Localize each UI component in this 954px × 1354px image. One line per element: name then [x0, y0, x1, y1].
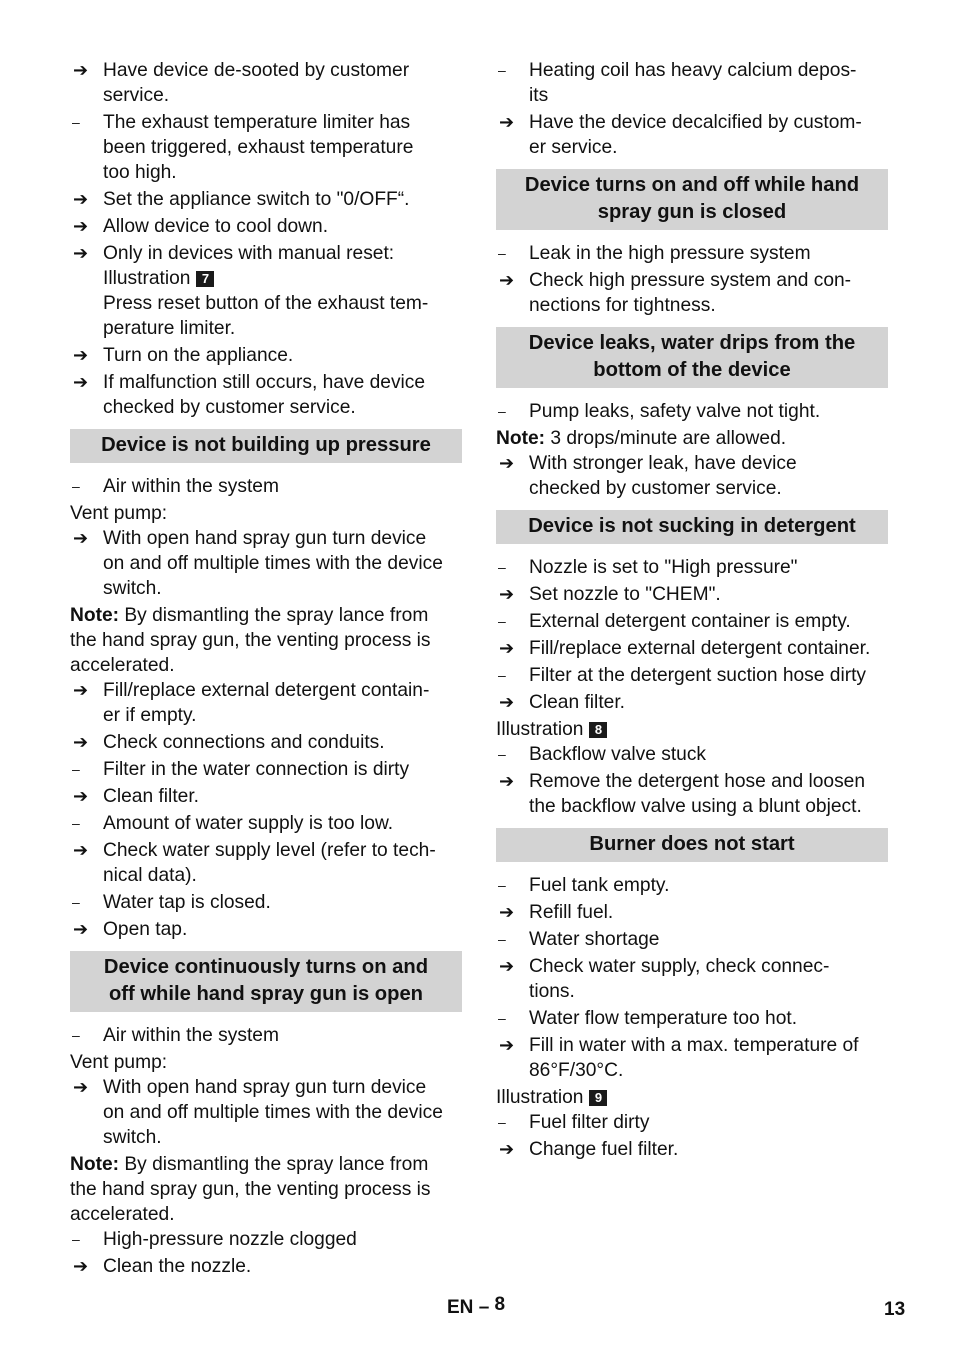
note-paragraph: Note: 3 drops/minute are allowed. [496, 428, 787, 449]
arrow-icon: ➔ [499, 453, 515, 473]
action-item: ➔ With stronger leak, have device checked by customer service. [499, 453, 797, 499]
cause-item: – Filter at the detergent suction hose dirty [498, 665, 867, 686]
cause-item: – Fuel tank empty. [498, 875, 670, 896]
dash-icon: – [498, 746, 506, 762]
arrow-icon: ➔ [73, 528, 89, 548]
cause-item: – Water tap is closed. [72, 892, 271, 913]
action-item: ➔ Remove the detergent hose and loosen the backflow valve using a blunt object. [499, 771, 866, 817]
footer-section-label [447, 1294, 506, 1319]
cause-item: – Air within the system [72, 1025, 279, 1046]
action-item: ➔ Fill/replace external detergent contain- er if empty. [73, 680, 430, 726]
cause-item: – Fuel filter dirty [498, 1112, 650, 1133]
footer-separator: – [478, 1297, 490, 1318]
cause-item: – Nozzle is set to "High pressure" [498, 557, 798, 578]
cause-item: – Pump leaks, safety valve not tight. [498, 401, 821, 422]
dash-icon: – [72, 894, 80, 910]
arrow-icon: ➔ [499, 1139, 515, 1159]
cause-item: – Amount of water supply is too low. [72, 813, 394, 834]
cause-item: – Water shortage [498, 929, 660, 950]
action-item: ➔ Have device de-sooted by customer service. [73, 60, 410, 106]
dash-icon: – [498, 1010, 506, 1026]
illustration-number-badge: 7 [196, 271, 214, 287]
action-item: ➔ Allow device to cool down. [73, 216, 329, 237]
cause-item: – Filter in the water connection is dirty [72, 759, 410, 780]
cause-item: – Air within the system [72, 476, 279, 497]
note-paragraph: Note: By dismantling the spray lance from the hand spray gun, the venting process is accelerated. [70, 1154, 431, 1225]
arrow-icon: ➔ [73, 189, 89, 209]
continuation-text: Illustration 7 [70, 266, 462, 291]
arrow-icon: ➔ [73, 786, 89, 806]
dash-icon: – [498, 613, 506, 629]
dash-icon: – [72, 815, 80, 831]
right-column [496, 58, 888, 1164]
section-heading: Device turns on and off while hand spray gun is closed [496, 169, 888, 230]
section-heading: Device is not sucking in detergent [496, 510, 888, 544]
action-item: ➔ Turn on the appliance. [73, 345, 294, 366]
arrow-icon: ➔ [73, 919, 89, 939]
plain-text: Vent pump: [70, 1052, 168, 1073]
section-heading: Device continuously turns on and off while hand spray gun is open [70, 951, 462, 1012]
footer-section-page: 8 [494, 1294, 506, 1315]
dash-icon: – [498, 931, 506, 947]
arrow-icon: ➔ [73, 216, 89, 236]
dash-icon: – [498, 62, 506, 78]
arrow-icon: ➔ [499, 584, 515, 604]
action-item: ➔ Have the device decalcified by custom- er service. [499, 112, 862, 158]
action-item: ➔ Clean the nozzle. [73, 1256, 252, 1277]
illustration-number-badge: 9 [589, 1090, 607, 1106]
note-label: Note: [70, 1154, 120, 1175]
left-column [70, 58, 462, 1281]
arrow-icon: ➔ [73, 840, 89, 860]
page-number: 13 [884, 1299, 906, 1320]
arrow-icon: ➔ [73, 60, 89, 80]
dash-icon: – [498, 245, 506, 261]
arrow-icon: ➔ [499, 1035, 515, 1055]
dash-icon: – [498, 667, 506, 683]
illustration-reference: Illustration 8 [496, 717, 888, 742]
arrow-icon: ➔ [499, 638, 515, 658]
cause-item: – Leak in the high pressure system [498, 243, 811, 264]
action-item: ➔ Clean filter. [499, 692, 625, 713]
cause-item: – The exhaust temperature limiter has been triggered, exhaust temperature too high. [72, 112, 414, 183]
arrow-icon: ➔ [73, 1256, 89, 1276]
action-item: ➔ Fill/replace external detergent container. [499, 638, 871, 659]
note-paragraph: Note: By dismantling the spray lance from the hand spray gun, the venting process is accelerated. [70, 605, 431, 676]
dash-icon: – [72, 478, 80, 494]
arrow-icon: ➔ [499, 956, 515, 976]
arrow-icon: ➔ [73, 372, 89, 392]
cause-item: – Heating coil has heavy calcium depos- its [498, 60, 857, 106]
section-heading: Device is not building up pressure [70, 429, 462, 463]
arrow-icon: ➔ [499, 902, 515, 922]
footer-lang: EN [447, 1297, 474, 1318]
action-item: ➔ Refill fuel. [499, 902, 614, 923]
note-label: Note: [496, 428, 546, 449]
cause-item: – Backflow valve stuck [498, 744, 707, 765]
action-item: ➔ Change fuel filter. [499, 1139, 679, 1160]
arrow-icon: ➔ [499, 270, 515, 290]
action-item: ➔ Check high pressure system and con- nections for tightness. [499, 270, 852, 316]
arrow-icon: ➔ [499, 692, 515, 712]
arrow-icon: ➔ [73, 680, 89, 700]
dash-icon: – [72, 1231, 80, 1247]
action-item: ➔ Clean filter. [73, 786, 199, 807]
dash-icon: – [498, 403, 506, 419]
section-heading: Device leaks, water drips from the bottom of the device [496, 327, 888, 388]
action-item: ➔ Set nozzle to "CHEM". [499, 584, 721, 605]
plain-text: Vent pump: [70, 503, 168, 524]
illustration-number-badge: 8 [589, 722, 607, 738]
arrow-icon: ➔ [499, 771, 515, 791]
action-item: ➔ With open hand spray gun turn device on and off multiple times with the device switch. [73, 528, 443, 599]
cause-item: – High-pressure nozzle clogged [72, 1229, 357, 1250]
action-item: ➔ With open hand spray gun turn device on and off multiple times with the device switch. [73, 1077, 443, 1148]
dash-icon: – [72, 761, 80, 777]
dash-icon: – [498, 877, 506, 893]
dash-icon: – [72, 1027, 80, 1043]
cause-item: – Water flow temperature too hot. [498, 1008, 798, 1029]
action-item: ➔ Check connections and conduits. [73, 732, 385, 753]
action-item: ➔ Only in devices with manual reset: [73, 243, 395, 264]
action-item: ➔ Set the appliance switch to "0/OFF“. [73, 189, 410, 210]
action-item: ➔ Check water supply, check connec- tions. [499, 956, 830, 1002]
action-item: ➔ Open tap. [73, 919, 188, 940]
arrow-icon: ➔ [73, 1077, 89, 1097]
cause-item: – External detergent container is empty. [498, 611, 851, 632]
arrow-icon: ➔ [499, 112, 515, 132]
dash-icon: – [498, 559, 506, 575]
note-label: Note: [70, 605, 120, 626]
dash-icon: – [72, 114, 80, 130]
illustration-reference: Illustration 9 [496, 1085, 888, 1110]
action-item: ➔ If malfunction still occurs, have device checked by customer service. [73, 372, 426, 418]
continuation-text: Press reset button of the exhaust tem- perature limiter. [103, 293, 429, 339]
section-heading: Burner does not start [496, 828, 888, 862]
arrow-icon: ➔ [73, 243, 89, 263]
arrow-icon: ➔ [73, 345, 89, 365]
action-item: ➔ Check water supply level (refer to tech- nical data). [73, 840, 436, 886]
action-item: ➔ Fill in water with a max. temperature of 86°F/30°C. [499, 1035, 859, 1081]
dash-icon: – [498, 1114, 506, 1130]
arrow-icon: ➔ [73, 732, 89, 752]
